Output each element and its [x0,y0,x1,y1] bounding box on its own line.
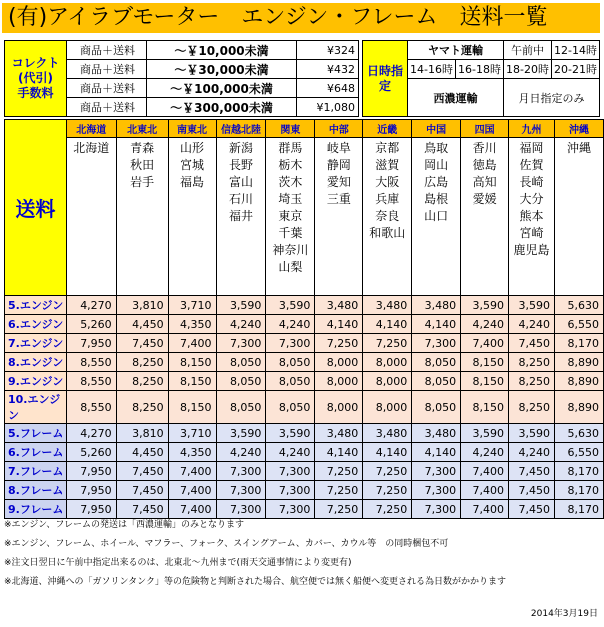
region-header: 沖縄 [554,120,603,138]
rate-cell: 8,000 [363,372,412,391]
row-label: 7.エンジン [5,334,67,353]
fee-range: ～￥10,000未満 [147,41,297,60]
row-label: 6.エンジン [5,315,67,334]
rate-cell: 8,150 [168,353,216,372]
engine-row [5,391,604,424]
rate-cell: 7,400 [461,481,509,500]
region-header: 関東 [266,120,315,138]
rate-cell: 7,950 [66,334,116,353]
seino-carrier: 西濃運輸 [408,79,504,117]
yamato-carrier: ヤマト運輸 [408,41,504,60]
rate-cell: 7,950 [66,462,116,481]
engine-row [5,315,604,334]
rate-cell: 7,300 [412,500,461,519]
row-label: 9.フレーム [5,500,67,519]
rate-cell: 3,590 [461,424,509,443]
row-label: 10.エンジン [5,391,67,424]
rate-cell: 3,480 [363,424,412,443]
delivery-time-table [362,40,600,117]
rate-cell: 4,240 [509,443,555,462]
row-label: 7.フレーム [5,462,67,481]
time-designation-label: 日時指定 [363,41,408,117]
row-label: 8.フレーム [5,481,67,500]
rate-cell: 8,000 [315,391,363,424]
time-slot: 12-14時 [552,41,600,60]
rate-cell: 7,450 [509,334,555,353]
rate-cell: 4,240 [461,315,509,334]
rate-cell: 7,250 [315,462,363,481]
rate-cell: 3,590 [216,296,266,315]
rate-cell: 7,450 [509,500,555,519]
rate-cell: 8,000 [315,353,363,372]
rate-cell: 7,450 [116,500,168,519]
rate-cell: 3,590 [509,424,555,443]
rate-cell: 4,270 [66,424,116,443]
rate-cell: 6,550 [554,315,603,334]
rate-cell: 7,450 [116,462,168,481]
rate-cell: 4,140 [363,443,412,462]
time-slot: 午前中 [504,41,552,60]
frame-row [5,443,604,462]
rate-cell: 7,300 [216,481,266,500]
rate-cell: 6,550 [554,443,603,462]
rate-cell: 8,050 [216,353,266,372]
row-label: 9.エンジン [5,372,67,391]
rate-cell: 7,300 [266,500,315,519]
rate-cell: 7,450 [116,481,168,500]
rate-cell: 4,140 [363,315,412,334]
rate-cell: 8,250 [509,391,555,424]
rate-cell: 7,450 [509,462,555,481]
rate-cell: 4,140 [412,443,461,462]
region-header: 四国 [461,120,509,138]
rate-cell: 7,250 [363,481,412,500]
rate-cell: 5,260 [66,443,116,462]
rate-cell: 3,590 [266,296,315,315]
rate-cell: 7,300 [412,462,461,481]
rate-cell: 8,250 [116,372,168,391]
rate-cell: 8,250 [509,353,555,372]
prefecture-list: 鳥取 岡山 広島 島根 山口 [412,138,461,296]
prefecture-list: 岐阜 静岡 愛知 三重 [315,138,363,296]
region-header: 北東北 [116,120,168,138]
rate-cell: 3,810 [116,296,168,315]
rate-cell: 8,150 [168,372,216,391]
rate-cell: 3,480 [315,424,363,443]
rate-cell: 8,890 [554,372,603,391]
rate-cell: 8,890 [554,391,603,424]
fee-item: 商品＋送料 [67,79,147,98]
note-line: ※エンジン、フレームの発送は「西濃運輸」のみとなります [4,520,245,530]
rate-cell: 8,000 [363,391,412,424]
rate-cell: 7,400 [168,462,216,481]
rate-cell: 8,000 [363,353,412,372]
rate-cell: 5,630 [554,424,603,443]
rate-cell: 8,250 [116,391,168,424]
time-slot: 18-20時 [504,60,552,79]
rate-cell: 8,550 [66,391,116,424]
region-header: 信越北陸 [216,120,266,138]
fee-item: 商品＋送料 [67,41,147,60]
rate-cell: 8,170 [554,462,603,481]
rate-cell: 7,400 [168,500,216,519]
rate-cell: 8,170 [554,334,603,353]
rate-cell: 8,050 [266,353,315,372]
seino-note: 月日指定のみ [504,79,600,117]
row-label: 6.フレーム [5,443,67,462]
frame-row [5,424,604,443]
rate-cell: 8,000 [315,372,363,391]
rate-cell: 4,450 [116,315,168,334]
rate-cell: 8,150 [168,391,216,424]
rate-cell: 8,050 [216,391,266,424]
rate-cell: 7,250 [363,500,412,519]
rate-cell: 4,240 [216,315,266,334]
fee-range: ～￥100,000未満 [147,79,297,98]
region-header: 中部 [315,120,363,138]
rate-cell: 7,300 [216,500,266,519]
rate-cell: 8,170 [554,481,603,500]
prefecture-list: 北海道 [66,138,116,296]
row-label: 5.フレーム [5,424,67,443]
rate-cell: 4,350 [168,443,216,462]
collect-fee-table [4,40,359,117]
time-slot: 16-18時 [456,60,504,79]
engine-row [5,372,604,391]
fee-value: ¥648 [297,79,359,98]
fee-item: 商品＋送料 [67,98,147,117]
time-slot: 20-21時 [552,60,600,79]
rate-cell: 8,250 [509,372,555,391]
rate-cell: 4,240 [461,443,509,462]
rate-cell: 4,140 [412,315,461,334]
rate-cell: 3,480 [412,296,461,315]
rate-cell: 7,250 [363,462,412,481]
rate-cell: 5,630 [554,296,603,315]
rate-cell: 3,590 [509,296,555,315]
rate-cell: 7,400 [168,481,216,500]
rate-cell: 4,270 [66,296,116,315]
fee-value: ¥324 [297,41,359,60]
note-line: ※北海道、沖縄への「ガソリンタンク」等の危険物と判断された場合、航空便では無く船便へ変更される為日数がかかります [4,577,507,587]
row-label: 8.エンジン [5,353,67,372]
rate-cell: 3,590 [461,296,509,315]
rate-cell: 8,050 [412,391,461,424]
page-title: (有)アイラブモーター エンジン・フレーム 送料一覧 [2,3,600,33]
rate-cell: 7,300 [266,462,315,481]
rate-cell: 7,300 [412,334,461,353]
rate-cell: 3,480 [412,424,461,443]
rate-cell: 7,300 [216,462,266,481]
rate-cell: 7,300 [266,334,315,353]
prefecture-list: 山形 宮城 福島 [168,138,216,296]
rate-cell: 8,050 [412,372,461,391]
prefecture-list: 群馬 栃木 茨木 埼玉 東京 千葉 神奈川 山梨 [266,138,315,296]
rate-cell: 4,240 [509,315,555,334]
rate-cell: 3,710 [168,296,216,315]
rate-cell: 7,300 [216,334,266,353]
region-header: 南東北 [168,120,216,138]
fee-value: ¥432 [297,60,359,79]
rate-cell: 4,350 [168,315,216,334]
note-line: ※エンジン、フレーム、ホイール、マフラー、フォーク、スイングアーム、カバー、カウル等 の同時梱包不可 [4,539,449,549]
prefecture-list: 京都 滋賀 大阪 兵庫 奈良 和歌山 [363,138,412,296]
rate-cell: 4,140 [315,443,363,462]
fee-value: ¥1,080 [297,98,359,117]
row-label: 5.エンジン [5,296,67,315]
rate-cell: 8,150 [461,353,509,372]
frame-row [5,462,604,481]
rate-cell: 7,450 [509,481,555,500]
rate-cell: 8,050 [216,372,266,391]
region-header: 中国 [412,120,461,138]
rate-cell: 7,300 [266,481,315,500]
note-line: ※注文日翌日に午前中指定出来るのは、北東北～九州まで(雨天交通事情により変更有) [4,558,352,568]
rate-cell: 7,950 [66,500,116,519]
rate-cell: 4,240 [266,315,315,334]
rate-cell: 8,550 [66,372,116,391]
rate-cell: 7,400 [461,500,509,519]
rate-cell: 7,250 [315,334,363,353]
rate-cell: 7,300 [412,481,461,500]
rate-cell: 7,950 [66,481,116,500]
shipping-label: 送料 [5,120,67,296]
rate-cell: 8,050 [266,391,315,424]
rate-cell: 7,400 [461,462,509,481]
rate-cell: 5,260 [66,315,116,334]
region-header: 九州 [509,120,555,138]
rate-cell: 7,250 [363,334,412,353]
prefecture-list: 青森 秋田 岩手 [116,138,168,296]
region-header: 北海道 [66,120,116,138]
prefecture-list: 福岡 佐賀 長崎 大分 熊本 宮崎 鹿児島 [509,138,555,296]
rate-cell: 7,250 [315,500,363,519]
time-slot: 14-16時 [408,60,456,79]
rate-cell: 7,400 [168,334,216,353]
engine-row [5,296,604,315]
rate-cell: 3,710 [168,424,216,443]
rate-cell: 8,050 [412,353,461,372]
region-header: 近畿 [363,120,412,138]
date-label: 2014年3月19日 [530,609,598,619]
fee-item: 商品＋送料 [67,60,147,79]
collect-fee-label: コレクト (代引) 手数料 [5,41,67,117]
prefecture-list: 新潟 長野 富山 石川 福井 [216,138,266,296]
rate-cell: 8,050 [266,372,315,391]
rate-cell: 7,400 [461,334,509,353]
rate-cell: 7,450 [116,334,168,353]
rate-cell: 3,480 [315,296,363,315]
rate-cell: 3,480 [363,296,412,315]
engine-row [5,353,604,372]
rate-cell: 3,590 [216,424,266,443]
rate-cell: 7,250 [315,481,363,500]
notes [4,516,506,592]
prefecture-list: 沖縄 [554,138,603,296]
shipping-rate-table [4,119,604,519]
rate-cell: 4,140 [315,315,363,334]
rate-cell: 3,590 [266,424,315,443]
rate-cell: 8,170 [554,500,603,519]
rate-cell: 4,240 [266,443,315,462]
frame-row [5,481,604,500]
rate-cell: 4,240 [216,443,266,462]
prefecture-list: 香川 徳島 高知 愛媛 [461,138,509,296]
rate-cell: 4,450 [116,443,168,462]
rate-cell: 3,810 [116,424,168,443]
rate-cell: 8,250 [116,353,168,372]
fee-range: ～￥30,000未満 [147,60,297,79]
rate-cell: 8,890 [554,353,603,372]
fee-range: ～￥300,000未満 [147,98,297,117]
engine-row [5,334,604,353]
rate-cell: 8,150 [461,391,509,424]
rate-cell: 8,150 [461,372,509,391]
rate-cell: 8,550 [66,353,116,372]
